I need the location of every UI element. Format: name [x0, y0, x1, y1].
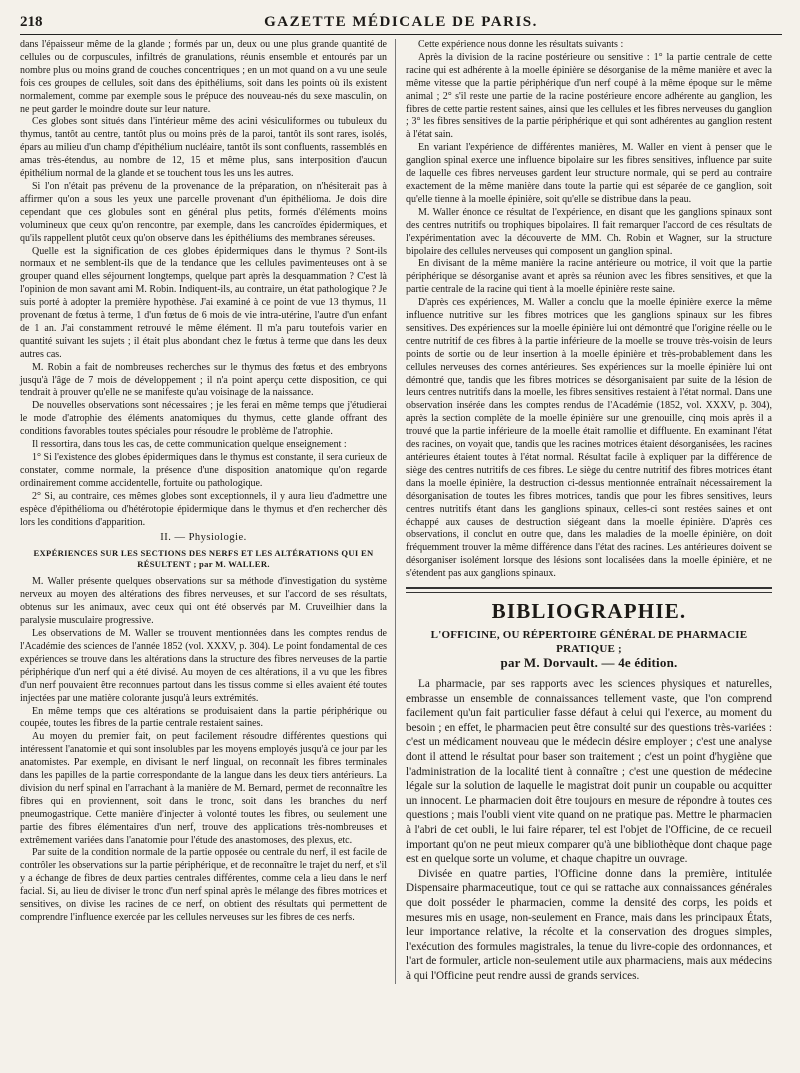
journal-title: GAZETTE MÉDICALE DE PARIS. — [264, 14, 538, 30]
text-columns — [20, 39, 782, 984]
section-divider — [406, 587, 772, 593]
paragraph: En même temps que ces altérations se produisaient dans la partie périphérique ou coupée, toutes les fibres de la partie centrale restaient saines. — [20, 705, 387, 730]
paragraph: Divisée en quatre parties, l'Officine donne dans la première, intitulée Dispensaire pharmaceutique, tout ce qui se rattache aux connaissances générales que doit posséder le pharmacien, comme la densité des corps, les poids et mesures mis en usage, non-seulement en France, mais dans les principaux États, leur importance relative, la récolte et la conservation des drogues simples, l'exécution des formules magistrales, la tenue du livre-copie des ordonnances, et l'art de formuler, article non-seulement utile aux pharmaciens, mais aux médecins à qui l'Officine peut rendre aussi de grands services. — [406, 867, 772, 982]
paragraph: Si l'on n'était pas prévenu de la provenance de la préparation, on n'hésiterait pas à affirmer qu'on a sous les yeux une parcelle provenant d'un épithélioma. Je dois dire cependant que ces globules sont en général plus petits, formés d'éléments moins volumineux que ceux qu'on rencontre, par exemple, dans les cancroïdes épidermiques, et qu'ils rappellent plutôt ceux qu'on observe dans les épithéliums des membranes séreuses. — [20, 180, 387, 244]
left-column — [20, 39, 396, 984]
section-heading: II. — Physiologie. — [160, 532, 247, 544]
paragraph: dans l'épaisseur même de la glande ; formés par un, deux ou une plus grande quantité de cellules ou de corpuscules, infiltrés de granulations, réunis ensemble et entourés par un nombre plus ou moins grand de couches concentriques ; en un mot quand on a vu une seule fois ces groupes de cellules, soit dans des épithéliums, soit dans les points où ils existent normalement, comme par exemple sous le prépuce des nouveau-nés du sexe masculin, on ne peut garder le moindre doute sur leur nature. — [20, 39, 387, 115]
paragraph: Au moyen du premier fait, on peut facilement résoudre différentes questions qui intéressent l'anatomie et qui sont insolubles par les moyens employés jusqu'à ce jour par les anatomistes. Par exemple, en divisant le nerf lingual, on reconnaît les fibres terminales dans les papilles de la partie correspondante de la langue dans les deux tiers antérieurs. La division du nerf spinal en l'arrachant à la manière de M. Bernard, permet de reconnaître les fibres qui en proviennent, soit dans le tronc, soit dans les branches du nerf pneumogastrique. Cette manière d'injecter à volonté toutes les fibres, ou seulement une partie des fibres élémentaires d'un nerf, trouve des applications très-nombreuses et extrêmement variées dans l'anatomie pour l'étude des anastomoses, des plexus, etc. — [20, 731, 387, 846]
paragraph: Par suite de la condition normale de la partie opposée ou centrale du nerf, il est facile de contrôler les observations sur la partie périphérique, et de reconnaître le trajet du nerf, et s'il y a échange de fibres de deux parties centrales différentes, comme cela a lieu dans le nerf facial. Si, au lieu de diviser le tronc d'un nerf spinal après le mélange des fibres motrices et sensitives, on divise les racines de ce nerf, on obtient des résultats qui permettent de comprendre l'influence exercée par les cellules nerveuses sur les fibres de ces nerfs. — [20, 847, 387, 923]
paragraph: M. Waller énonce ce résultat de l'expérience, en disant que les ganglions spinaux sont des centres nutritifs ou trophiques bipolaires. Il fait remarquer l'accord de ces résultats de l'expérimentation avec la découverte de MM. Ch. Robin et Wagner, sur la structure bipolaire des cellules nerveuses qui composent un ganglion spinal. — [406, 206, 772, 257]
book-title: L'OFFICINE, OU RÉPERTOIRE GÉNÉRAL DE PHARMACIE PRATIQUE ; — [430, 629, 748, 656]
paragraph: En variant l'expérience de différentes manières, M. Waller en vient à penser que le ganglion spinal exerce une influence bipolaire sur les fibres sensitives, influence par suite de laquelle ces fibres nerveuses gardent leur structure normale, qui se perd au contraire exactement de la même manière dans toute la partie qui est séparée de ce ganglion, soit qu'elle tienne à la moelle épinière, soit qu'elle se distribue dans la peau. — [406, 142, 772, 205]
paragraph: Ces globes sont situés dans l'intérieur même des acini vésiculiformes ou tubuleux du thymus, tantôt au centre, tantôt plus ou moins près de la paroi, tantôt ils sont rares, isolés, épars au milieu d'un champ d'épithélium nucléaire, tantôt ils sont confluents, rassemblés en amas très-étendus, au nombre de 12, 15 et même plus, sans interposition d'aucun épithélium normal de la glande et se touchent tous les uns les autres. — [20, 116, 387, 180]
page-header — [20, 14, 782, 35]
paragraph: Quelle est la signification de ces globes épidermiques dans le thymus ? Sont-ils normaux et ne semblent-ils que de la tendance que les cellules pavimenteuses ont à se grouper quand elles séjournent longtemps, quelque part après la desquammation ? C'est là l'opinion de mon savant ami M. Robin. Indiquent-ils, au contraire, un état pathologique ? Je suis porté à adopter la première hypothèse. J'ai examiné à ce point de vue 13 thymus, 11 provenant de fœtus à terme, 1 d'un fœtus de 6 mois de vie intra-utérine, l'autre d'un enfant de 1 an. J'ai constamment retrouvé le même élément. Il m'a paru toutefois varier en quantité suivant les sujets ; il était plus abondant chez le fœtus à terme que dans les deux autres cas. — [20, 245, 387, 360]
bibliography-heading: BIBLIOGRAPHIE. — [491, 599, 687, 624]
paragraph: M. Waller présente quelques observations sur sa méthode d'investigation du système nerveux au moyen des altérations des fibres nerveuses, et sur l'accord de ses résultats, obtenus sur les animaux, avec ceux qui ont été observés par M. Cruveilhier dans la paralysie musculaire progressive. — [20, 576, 387, 627]
bibliography-title — [406, 628, 772, 670]
page-number: 218 — [20, 14, 43, 30]
paragraph: Après la division de la racine postérieure ou sensitive : 1° la partie centrale de cette racine qui est adhérente à la moelle épinière se désorganise de la même manière et avec la même vitesse que la partie périphérique d'un nerf coupé à la même époque sur le même animal ; 2° s'il reste une partie de la racine postérieure encore adhérente au ganglion, les fibres de cette partie restent saines, ainsi que les cellules et les fibres nerveuses du ganglion ; 3° les fibres sensitives de la partie périphérique et qui sont adhérentes au ganglion restent à l'état sain. — [406, 51, 772, 141]
paragraph: Les observations de M. Waller se trouvent mentionnées dans les comptes rendus de l'Académie des sciences de l'année 1852 (vol. XXXV, p. 304). Le point fondamental de ces expériences se trouve dans les altérations dans la structure des fibres nerveuses de la partie périphérique d'un nerf qui a été divisé. Au moyen de ces altérations, il a vu que les fibres d'un nerf pouvaient être reconnues partout dans les tissus comme si elles avaient été toutes injectées par une matière colorante jusqu'à leurs extrémités. — [20, 628, 387, 704]
paragraph: 2° Si, au contraire, ces mêmes globes sont exceptionnels, il y aura lieu d'admettre une espèce d'épithélioma ou d'hétérotopie épidermique dans le thymus et d'en rechercher dès lors les conditions d'apparition. — [20, 490, 387, 528]
paragraph: M. Robin a fait de nombreuses recherches sur le thymus des fœtus et des embryons jusqu'à l'âge de 7 mois de développement ; il n'a point aperçu cette disposition, ce qui tendrait à prouver qu'elle ne se manifeste qu'au voisinage de la naissance. — [20, 361, 387, 399]
paragraph: Cette expérience nous donne les résultats suivants : — [418, 39, 624, 50]
paragraph: D'après ces expériences, M. Waller a conclu que la moelle épinière exerce la même influence nutritive sur les fibres motrices que les ganglions spinaux sur les fibres sensitives. Des expériences sur la moelle épinière lui ont démontré que l'origine réelle ou le centre nutritif de ces fibres à la partie inférieure de la moelle se trouve très-voisin de leurs points de sortie ou de leur insertion à la moelle épinière et très-probablement dans les cellules nerveuses des cornes antérieures. Ses expériences sur la moelle épinière lui ont démontré que, tandis que les fibres motrices se désorganisaient par suite de la lésion de leurs centres nutritifs dans la moelle, les fibres sensitives restaient à l'état normal. Dans une observation insérée dans les comptes rendus de l'Académie (1852, vol. XXXV, p. 304), après la section complète de la moelle épinière sur une grenouille, cinq mois après il a trouvé que la partie inférieure de la moelle était ramollie et diffluente. En examinant l'état des racines, on voyait que, tandis que les racines motrices étaient désorganisées, les racines antérieures étaient toutes à l'état normal. Résultat facile à expliquer par la différence de siège des centres nutritifs de ces fibres. Le siège du centre nutritif des fibres motrices étant dans la moelle épinière, la destruction ci-dessus mentionnée entraînait nécessairement la désorganisation de toutes les fibres motrices, tandis que pour les fibres sensitives, leurs centres nutritifs étant dans les ganglions spinaux, celles-ci sont restées saines et ont échappé aux causes de destruction siégeant dans la moelle épinière. D'après ces observations, il conclut en outre que, dans les maladies de la moelle épinière, on doit fréquemment trouver la même différence dans l'état des racines. Les antérieures doivent se désorganiser isolément lorsque des lésions sont localisées dans la moelle épinière, et ne s'étendent pas aux ganglions spinaux. — [406, 297, 772, 580]
paragraph: En divisant de la même manière la racine antérieure ou motrice, il voit que la partie périphérique se désorganise avant et après sa réunion avec les fibres sensitives, et que la partie centrale de la racine qui tient à la moelle épinière reste saine. — [406, 258, 772, 296]
book-author: par M. Dorvault. — 4e édition. — [500, 655, 678, 671]
paragraph: 1° Si l'existence des globes épidermiques dans le thymus est constante, il sera curieux de constater, comme normale, la présence d'une disposition anatomique qu'on regarde ordinairement comme accidentelle, fortuite ou pathologique. — [20, 452, 387, 489]
paragraph: La pharmacie, par ses rapports avec les sciences physiques et naturelles, embrasse un ensemble de connaissances tellement vaste, que l'on comprend facilement qu'un fait particulier fasse défaut à celui qui l'exerce, au moment du besoin ; en effet, le pharmacien peut être consulté sur des questions très-variées : c'est un médicament nouveau que le médecin désire employer ; c'est une analyse dont il attend le résultat pour baser son traitement ; c'est un point d'hygiène que l'administration de la localité tient à connaître ; c'est une question de médecine légale sur la solution de laquelle le magistrat doit punir un coupable ou acquitter un innocent. Le pharmacien doit être toujours en mesure de répondre à toutes ces questions ; mais l'oubli vient vite quand on ne pratique pas. Mettre le pharmacien à l'abri de cet oubli, le lui faire réparer, tel est l'objet de l'Officine, de ce recueil important qu'on ne peut mieux comparer qu'à une bibliothèque dont chaque page est en quelque sorte un volume, et chaque chapitre un ouvrage. — [406, 678, 772, 866]
paragraph: De nouvelles observations sont nécessaires ; je les ferai en même temps que j'étudierai le mode d'atrophie des éléments anatomiques du thymus, cette glande offrant des conditions favorables toutes spéciales pour résoudre le problème de l'atrophie. — [20, 400, 387, 438]
right-column — [396, 39, 772, 984]
bibliography-body — [406, 677, 772, 983]
article-title: EXPÉRIENCES SUR LES SECTIONS DES NERFS ET LES ALTÉRATIONS QUI EN RÉSULTENT ; par M. WALLER. — [33, 548, 374, 570]
paragraph: Il ressortira, dans tous les cas, de cette communication quelque enseignement : — [32, 439, 347, 451]
